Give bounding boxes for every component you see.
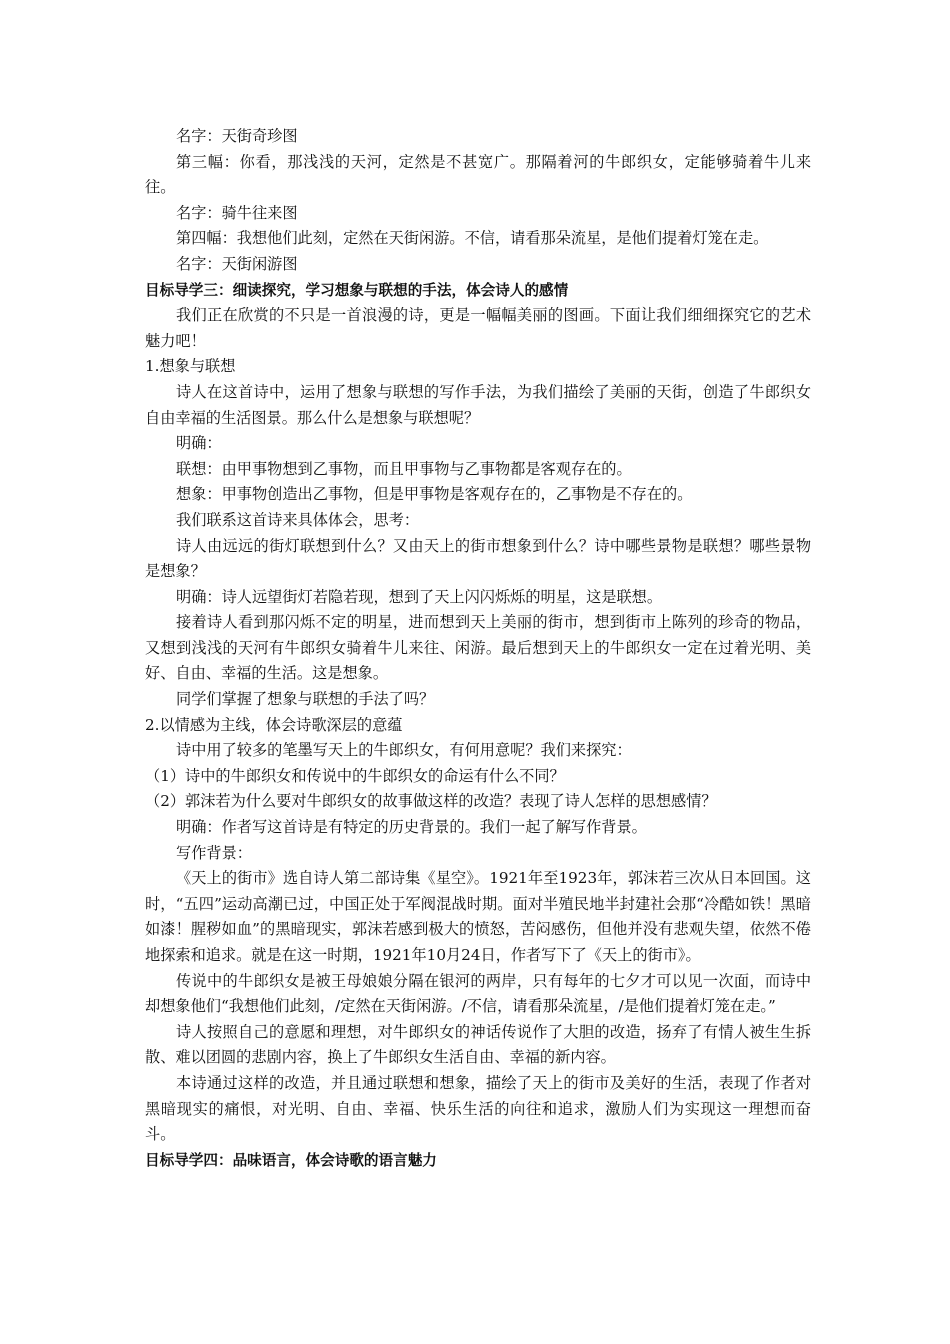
- paragraph: 明确：诗人远望街灯若隐若现，想到了天上闪闪烁烁的明星，这是联想。: [176, 587, 662, 606]
- paragraph: 同学们掌握了想象与联想的手法了吗？: [176, 690, 435, 709]
- paragraph: 第四幅：我想他们此刻，定然在天街闲游。不信，请看那朵流星，是他们提着灯笼在走。: [176, 229, 769, 248]
- paragraph: 名字：骑牛往来图: [176, 203, 298, 222]
- paragraph: 诗人在这首诗中，运用了想象与联想的写作手法，为我们描绘了美丽的天街，创造了牛郎织女自由幸福的生活图景。那么什么是想象与联想呢？: [145, 382, 811, 427]
- paragraph: 我们正在欣赏的不只是一首浪漫的诗，更是一幅幅美丽的图画。下面让我们细细探究它的艺术魅力吧！: [145, 306, 811, 350]
- paragraph: 我们联系这首诗来具体体会，思考：: [176, 510, 419, 529]
- paragraph: 名字：天街闲游图: [176, 254, 298, 273]
- paragraph: 《天上的街市》选自诗人第二部诗集《星空》。1921年至1923年，郭沫若三次从日本回国。这时，“五四”运动高潮已过，中国正处于军阀混战时期。面对半殖民地半封建社会那“冷酷如铁！黑暗如漆！腥秽如血”的黑暗现实，郭沫若感到极大的愤怒，苦闷感伤，但他并没有悲观失望，依然不倦地探索和追求。就是在这一时期，1921年10月24日，作者写下了《天上的街市》。: [145, 869, 811, 964]
- paragraph: 诗人按照自己的意愿和理想，对牛郎织女的神话传说作了大胆的改造，扬弃了有情人被生生拆散、难以团圆的悲剧内容，换上了牛郎织女生活自由、幸福的新内容。: [145, 1022, 811, 1067]
- question-item: （2）郭沫若为什么要对牛郎织女的故事做这样的改造？表现了诗人怎样的思想感情？: [145, 792, 717, 811]
- paragraph: 想象：甲事物创造出乙事物，但是甲事物是客观存在的，乙事物是不存在的。: [176, 485, 693, 504]
- paragraph: 第三幅：你看，那浅浅的天河，定然是不甚宽广。那隔着河的牛郎织女，定能够骑着牛儿来往。: [145, 152, 811, 197]
- paragraph: 诗人由远远的街灯联想到什么？又由天上的街市想象到什么？诗中哪些景物是联想？哪些景物是想象？: [145, 536, 811, 581]
- subheading: 1.想象与联想: [145, 357, 236, 376]
- paragraph: 明确：: [176, 434, 222, 453]
- document-page: [145, 124, 811, 1173]
- section-heading: 目标导学三：细读探究，学习想象与联想的手法，体会诗人的感情: [145, 281, 569, 299]
- paragraph: 诗中用了较多的笔墨写天上的牛郎织女，有何用意呢？我们来探究：: [176, 741, 632, 760]
- section-heading: 目标导学四：品味语言，体会诗歌的语言魅力: [145, 1151, 437, 1169]
- paragraph: 明确：作者写这首诗是有特定的历史背景的。我们一起了解写作背景。: [176, 818, 647, 837]
- paragraph: 本诗通过这样的改造，并且通过联想和想象，描绘了天上的街市及美好的生活，表现了作者对黑暗现实的痛恨，对光明、自由、幸福、快乐生活的向往和追求，激励人们为实现这一理想而奋斗。: [145, 1073, 811, 1144]
- paragraph: 联想：由甲事物想到乙事物，而且甲事物与乙事物都是客观存在的。: [176, 459, 632, 478]
- paragraph: 接着诗人看到那闪烁不定的明星，进而想到天上美丽的街市，想到街市上陈列的珍奇的物品，又想到浅浅的天河有牛郎织女骑着牛儿来往、闲游。最后想到天上的牛郎织女一定在过着光明、美好、自由、幸福的生活。这是想象。: [145, 613, 811, 683]
- question-item: （1）诗中的牛郎织女和传说中的牛郎织女的命运有什么不同？: [145, 766, 565, 785]
- subheading: 2.以情感为主线，体会诗歌深层的意蕴: [145, 715, 403, 734]
- paragraph: 写作背景：: [176, 843, 252, 862]
- paragraph: 名字：天街奇珍图: [176, 127, 298, 145]
- paragraph: 传说中的牛郎织女是被王母娘娘分隔在银河的两岸，只有每年的七夕才可以见一次面，而诗中却想象他们“我想他们此刻，/定然在天街闲游。/不信，请看那朵流星，/是他们提着灯笼在走。”: [145, 971, 811, 1016]
